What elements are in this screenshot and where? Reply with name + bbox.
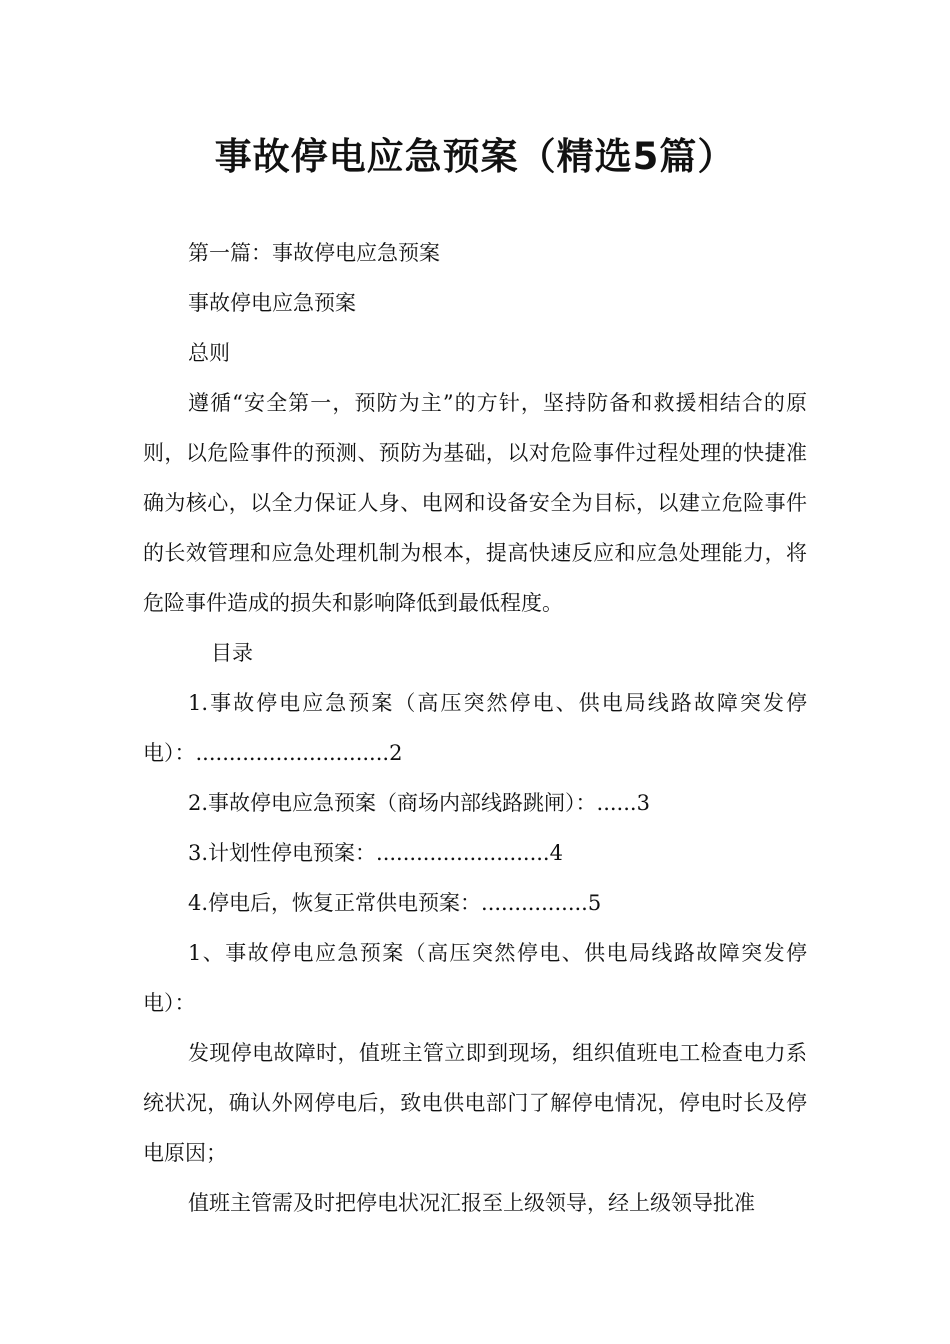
toc-item: 1.事故停电应急预案（高压突然停电、供电局线路故障突发停电）：.............................2 xyxy=(143,691,807,765)
body-paragraph: 值班主管需及时把停电状况汇报至上级领导，经上级领导批准 xyxy=(188,1191,755,1215)
toc-item: 3.计划性停电预案：..........................4 xyxy=(188,841,563,865)
toc-heading: 目录 xyxy=(211,641,253,665)
toc-item: 4.停电后，恢复正常供电预案：................5 xyxy=(188,891,602,915)
body-paragraph: 发现停电故障时，值班主管立即到现场，组织值班电工检查电力系统状况，确认外网停电后，致电供电部门了解停电情况，停电时长及停电原因； xyxy=(143,1041,807,1165)
document-body xyxy=(143,228,807,1228)
subsection-heading: 1、事故停电应急预案（高压突然停电、供电局线路故障突发停电）： xyxy=(143,941,807,1015)
general-paragraph: 遵循“安全第一，预防为主”的方针，坚持防备和救援相结合的原则，以危险事件的预测、预防为基础，以对危险事件过程处理的快捷准确为核心，以全力保证人身、电网和设备安全为目标，以建立危险事件的长效管理和应急处理机制为根本，提高快速反应和应急处理能力，将危险事件造成的损失和影响降低到最低程度。 xyxy=(143,391,807,615)
general-heading: 总则 xyxy=(188,341,230,365)
section-heading: 第一篇：事故停电应急预案 xyxy=(188,241,440,265)
document-title: 事故停电应急预案（精选5篇） xyxy=(214,135,736,178)
toc-item: 2.事故停电应急预案（商场内部线路跳闸）：......3 xyxy=(188,791,650,815)
plan-heading: 事故停电应急预案 xyxy=(188,291,356,315)
